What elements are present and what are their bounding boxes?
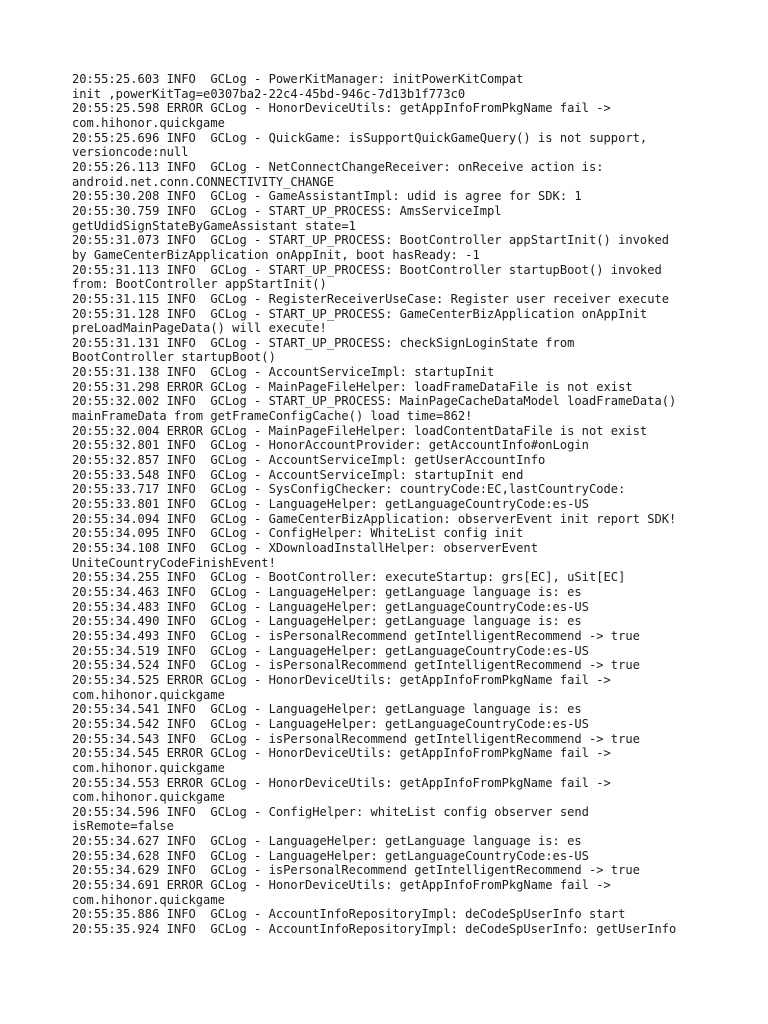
log-line: 20:55:32.002 INFO GCLog - START_UP_PROCESS: MainPageCacheDataModel loadFrameData() [72,394,677,409]
log-line: UniteCountryCodeFinishEvent! [72,555,276,570]
log-line: 20:55:34.255 INFO GCLog - BootController: executeStartup: grs[EC], uSit[EC] [72,570,626,585]
log-line: 20:55:34.627 INFO GCLog - LanguageHelper: getLanguage language is: es [72,834,582,849]
log-text-block [72,72,762,937]
log-line: 20:55:31.138 INFO GCLog - AccountServiceImpl: startupInit [72,365,495,380]
log-line: 20:55:34.463 INFO GCLog - LanguageHelper: getLanguage language is: es [72,584,582,599]
log-line: 20:55:25.603 INFO GCLog - PowerKitManager: initPowerKitCompat [72,72,524,86]
log-line: com.hihonor.quickgame [72,687,225,702]
log-line: 20:55:32.857 INFO GCLog - AccountServiceImpl: getUserAccountInfo [72,453,546,468]
log-line: com.hihonor.quickgame [72,892,225,907]
log-line: init ,powerKitTag=e0307ba2-22c4-45bd-946c-7d13b1f773c0 [72,86,466,101]
log-line: versioncode:null [72,145,189,160]
log-line: 20:55:32.004 ERROR GCLog - MainPageFileHelper: loadContentDataFile is not exist [72,423,648,438]
log-line: from: BootController appStartInit() [72,277,327,292]
log-line: 20:55:34.493 INFO GCLog - isPersonalRecommend getIntelligentRecommend -> true [72,628,640,643]
log-line: 20:55:34.525 ERROR GCLog - HonorDeviceUtils: getAppInfoFromPkgName fail -> [72,672,611,687]
log-line: com.hihonor.quickgame [72,760,225,775]
log-line: 20:55:34.108 INFO GCLog - XDownloadInstallHelper: observerEvent [72,541,538,555]
log-line: com.hihonor.quickgame [72,115,225,130]
log-line: 20:55:31.113 INFO GCLog - START_UP_PROCESS: BootController startupBoot() invoked [72,262,662,277]
log-line: 20:55:25.696 INFO GCLog - QuickGame: isSupportQuickGameQuery() is not support, [72,130,648,145]
log-line: 20:55:34.553 ERROR GCLog - HonorDeviceUtils: getAppInfoFromPkgName fail -> [72,775,611,790]
log-line: 20:55:34.542 INFO GCLog - LanguageHelper: getLanguageCountryCode:es-US [72,716,589,731]
log-line: 20:55:34.483 INFO GCLog - LanguageHelper: getLanguageCountryCode:es-US [72,599,589,614]
log-line: 20:55:31.131 INFO GCLog - START_UP_PROCESS: checkSignLoginState from [72,335,575,350]
log-line: getUdidSignStateByGameAssistant state=1 [72,218,356,233]
log-line: 20:55:31.298 ERROR GCLog - MainPageFileHelper: loadFrameDataFile is not exist [72,379,633,394]
log-line: 20:55:34.095 INFO GCLog - ConfigHelper: WhiteList config init [72,526,524,541]
log-line: 20:55:34.628 INFO GCLog - LanguageHelper: getLanguageCountryCode:es-US [72,848,589,863]
log-line: 20:55:34.629 INFO GCLog - isPersonalRecommend getIntelligentRecommend -> true [72,863,640,878]
log-line: 20:55:31.115 INFO GCLog - RegisterReceiverUseCase: Register user receiver execute [72,291,670,306]
log-line: 20:55:33.548 INFO GCLog - AccountServiceImpl: startupInit end [72,467,524,482]
log-line: 20:55:34.545 ERROR GCLog - HonorDeviceUtils: getAppInfoFromPkgName fail -> [72,746,611,761]
log-line: 20:55:35.924 INFO GCLog - AccountInfoRepositoryImpl: deCodeSpUserInfo: getUserInfo [72,922,677,937]
log-line: com.hihonor.quickgame [72,790,225,805]
log-line: 20:55:25.598 ERROR GCLog - HonorDeviceUtils: getAppInfoFromPkgName fail -> [72,101,611,116]
log-line: mainFrameData from getFrameConfigCache() load time=862! [72,409,473,424]
log-line: 20:55:35.886 INFO GCLog - AccountInfoRepositoryImpl: deCodeSpUserInfo start [72,907,626,922]
log-line: BootController startupBoot() [72,350,276,365]
log-line: 20:55:31.073 INFO GCLog - START_UP_PROCESS: BootController appStartInit() invoked [72,233,670,248]
log-line: isRemote=false [72,819,174,834]
log-line: 20:55:34.094 INFO GCLog - GameCenterBizApplication: observerEvent init report SDK! [72,511,677,526]
log-line: 20:55:33.717 INFO GCLog - SysConfigChecker: countryCode:EC,lastCountryCode: [72,482,626,497]
log-line: by GameCenterBizApplication onAppInit, boot hasReady: -1 [72,247,480,262]
log-line: 20:55:32.801 INFO GCLog - HonorAccountProvider: getAccountInfo#onLogin [72,438,589,453]
log-line: 20:55:30.208 INFO GCLog - GameAssistantImpl: udid is agree for SDK: 1 [72,189,582,204]
log-line: 20:55:26.113 INFO GCLog - NetConnectChangeReceiver: onReceive action is: [72,159,604,174]
log-line: 20:55:33.801 INFO GCLog - LanguageHelper: getLanguageCountryCode:es-US [72,497,589,512]
log-line: 20:55:34.490 INFO GCLog - LanguageHelper: getLanguage language is: es [72,614,582,629]
log-line: preLoadMainPageData() will execute! [72,321,327,336]
log-line: 20:55:31.128 INFO GCLog - START_UP_PROCESS: GameCenterBizApplication onAppInit [72,306,648,321]
log-line: 20:55:34.543 INFO GCLog - isPersonalRecommend getIntelligentRecommend -> true [72,731,640,746]
log-line: android.net.conn.CONNECTIVITY_CHANGE [72,174,335,189]
log-line: 20:55:34.596 INFO GCLog - ConfigHelper: whiteList config observer send [72,804,589,819]
log-line: 20:55:34.519 INFO GCLog - LanguageHelper: getLanguageCountryCode:es-US [72,643,589,658]
log-line: 20:55:34.524 INFO GCLog - isPersonalRecommend getIntelligentRecommend -> true [72,658,640,673]
log-line: 20:55:34.541 INFO GCLog - LanguageHelper: getLanguage language is: es [72,702,582,717]
log-line: 20:55:30.759 INFO GCLog - START_UP_PROCESS: AmsServiceImpl [72,203,502,218]
log-line: 20:55:34.691 ERROR GCLog - HonorDeviceUtils: getAppInfoFromPkgName fail -> [72,878,611,893]
